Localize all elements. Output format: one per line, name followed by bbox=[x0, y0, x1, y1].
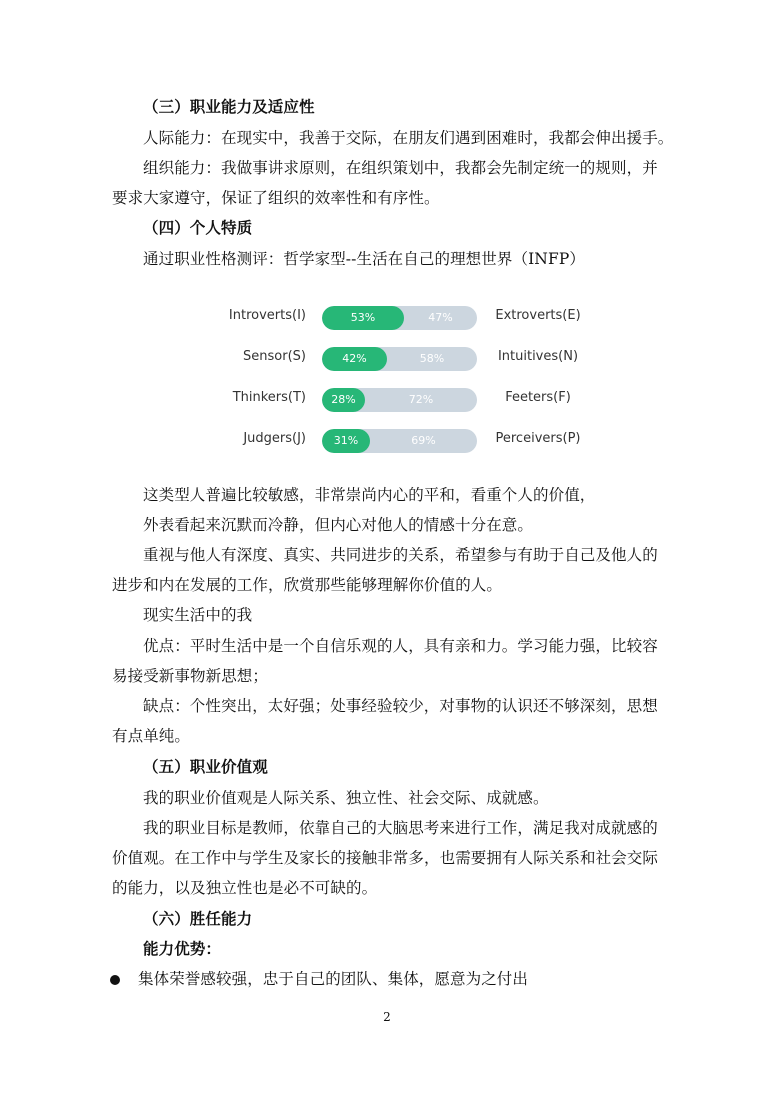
chart-left-label: Sensor(S) bbox=[243, 349, 306, 364]
chart-bar-track bbox=[322, 306, 477, 330]
chart-row bbox=[226, 427, 586, 455]
paragraph: 的能力，以及独立性也是必不可缺的。 bbox=[112, 879, 378, 897]
paragraph: 优点：平时生活中是一个自信乐观的人，具有亲和力。学习能力强，比较容 bbox=[143, 637, 658, 655]
paragraph: 易接受新事物新思想； bbox=[112, 667, 269, 685]
section-5-heading: （五）职业价值观 bbox=[143, 758, 268, 776]
paragraph: 重视与他人有深度、真实、共同进步的关系，希望参与有助于自己及他人的 bbox=[143, 546, 658, 564]
page-number: 2 bbox=[383, 1010, 391, 1024]
section-6-heading: （六）胜任能力 bbox=[143, 910, 253, 928]
section-4-heading: （四）个人特质 bbox=[143, 219, 253, 237]
chart-right-label: Feeters(F) bbox=[505, 390, 571, 405]
paragraph: 现实生活中的我 bbox=[143, 606, 253, 624]
bullet-item: 集体荣誉感较强，忠于自己的团队、集体，愿意为之付出 bbox=[138, 970, 529, 988]
paragraph: 缺点：个性突出，太好强；处事经验较少，对事物的认识还不够深刻，思想 bbox=[143, 697, 658, 715]
bullet-icon bbox=[110, 975, 120, 985]
paragraph: 组织能力：我做事讲求原则，在组织策划中，我都会先制定统一的规则，并 bbox=[143, 159, 658, 177]
paragraph: 通过职业性格测评：哲学家型--生活在自己的理想世界（INFP） bbox=[143, 250, 585, 268]
chart-row bbox=[226, 386, 586, 414]
personality-chart bbox=[226, 304, 586, 464]
paragraph: 我的职业目标是教师，依靠自己的大脑思考来进行工作，满足我对成就感的 bbox=[143, 819, 658, 837]
section-6-subheading: 能力优势： bbox=[143, 940, 222, 958]
chart-right-label: Intuitives(N) bbox=[497, 349, 579, 364]
paragraph: 要求大家遵守，保证了组织的效率性和有序性。 bbox=[112, 189, 440, 207]
chart-bar-track bbox=[322, 347, 477, 371]
paragraph: 外表看起来沉默而冷静，但内心对他人的情感十分在意。 bbox=[143, 516, 534, 534]
chart-left-label: Thinkers(T) bbox=[232, 390, 306, 405]
paragraph: 这类型人普遍比较敏感，非常崇尚内心的平和，看重个人的价值， bbox=[143, 486, 596, 504]
paragraph: 人际能力：在现实中，我善于交际，在朋友们遇到困难时，我都会伸出援手。 bbox=[143, 129, 674, 147]
chart-left-value-label: 28% bbox=[331, 393, 356, 406]
chart-bar-track bbox=[322, 429, 477, 453]
chart-row bbox=[226, 345, 586, 373]
chart-right-value-label: 72% bbox=[408, 393, 434, 406]
chart-left-label: Introverts(I) bbox=[228, 308, 306, 323]
section-3-heading: （三）职业能力及适应性 bbox=[143, 98, 315, 116]
chart-left-value-label: 53% bbox=[350, 311, 376, 324]
chart-right-value-label: 47% bbox=[428, 311, 453, 324]
chart-right-label: Perceivers(P) bbox=[495, 431, 581, 446]
chart-left-label: Judgers(J) bbox=[243, 431, 306, 446]
chart-right-value-label: 58% bbox=[419, 352, 445, 365]
chart-right-value-label: 69% bbox=[411, 434, 436, 447]
chart-left-value-label: 31% bbox=[333, 434, 359, 447]
paragraph: 价值观。在工作中与学生及家长的接触非常多，也需要拥有人际关系和社会交际 bbox=[112, 849, 659, 867]
chart-right-label: Extroverts(E) bbox=[495, 308, 581, 323]
paragraph: 进步和内在发展的工作，欣赏那些能够理解你价值的人。 bbox=[112, 576, 503, 594]
chart-row bbox=[226, 304, 586, 332]
chart-left-value-label: 42% bbox=[342, 352, 367, 365]
chart-bar-track bbox=[322, 388, 477, 412]
paragraph: 我的职业价值观是人际关系、独立性、社会交际、成就感。 bbox=[143, 789, 549, 807]
paragraph: 有点单纯。 bbox=[112, 727, 191, 745]
